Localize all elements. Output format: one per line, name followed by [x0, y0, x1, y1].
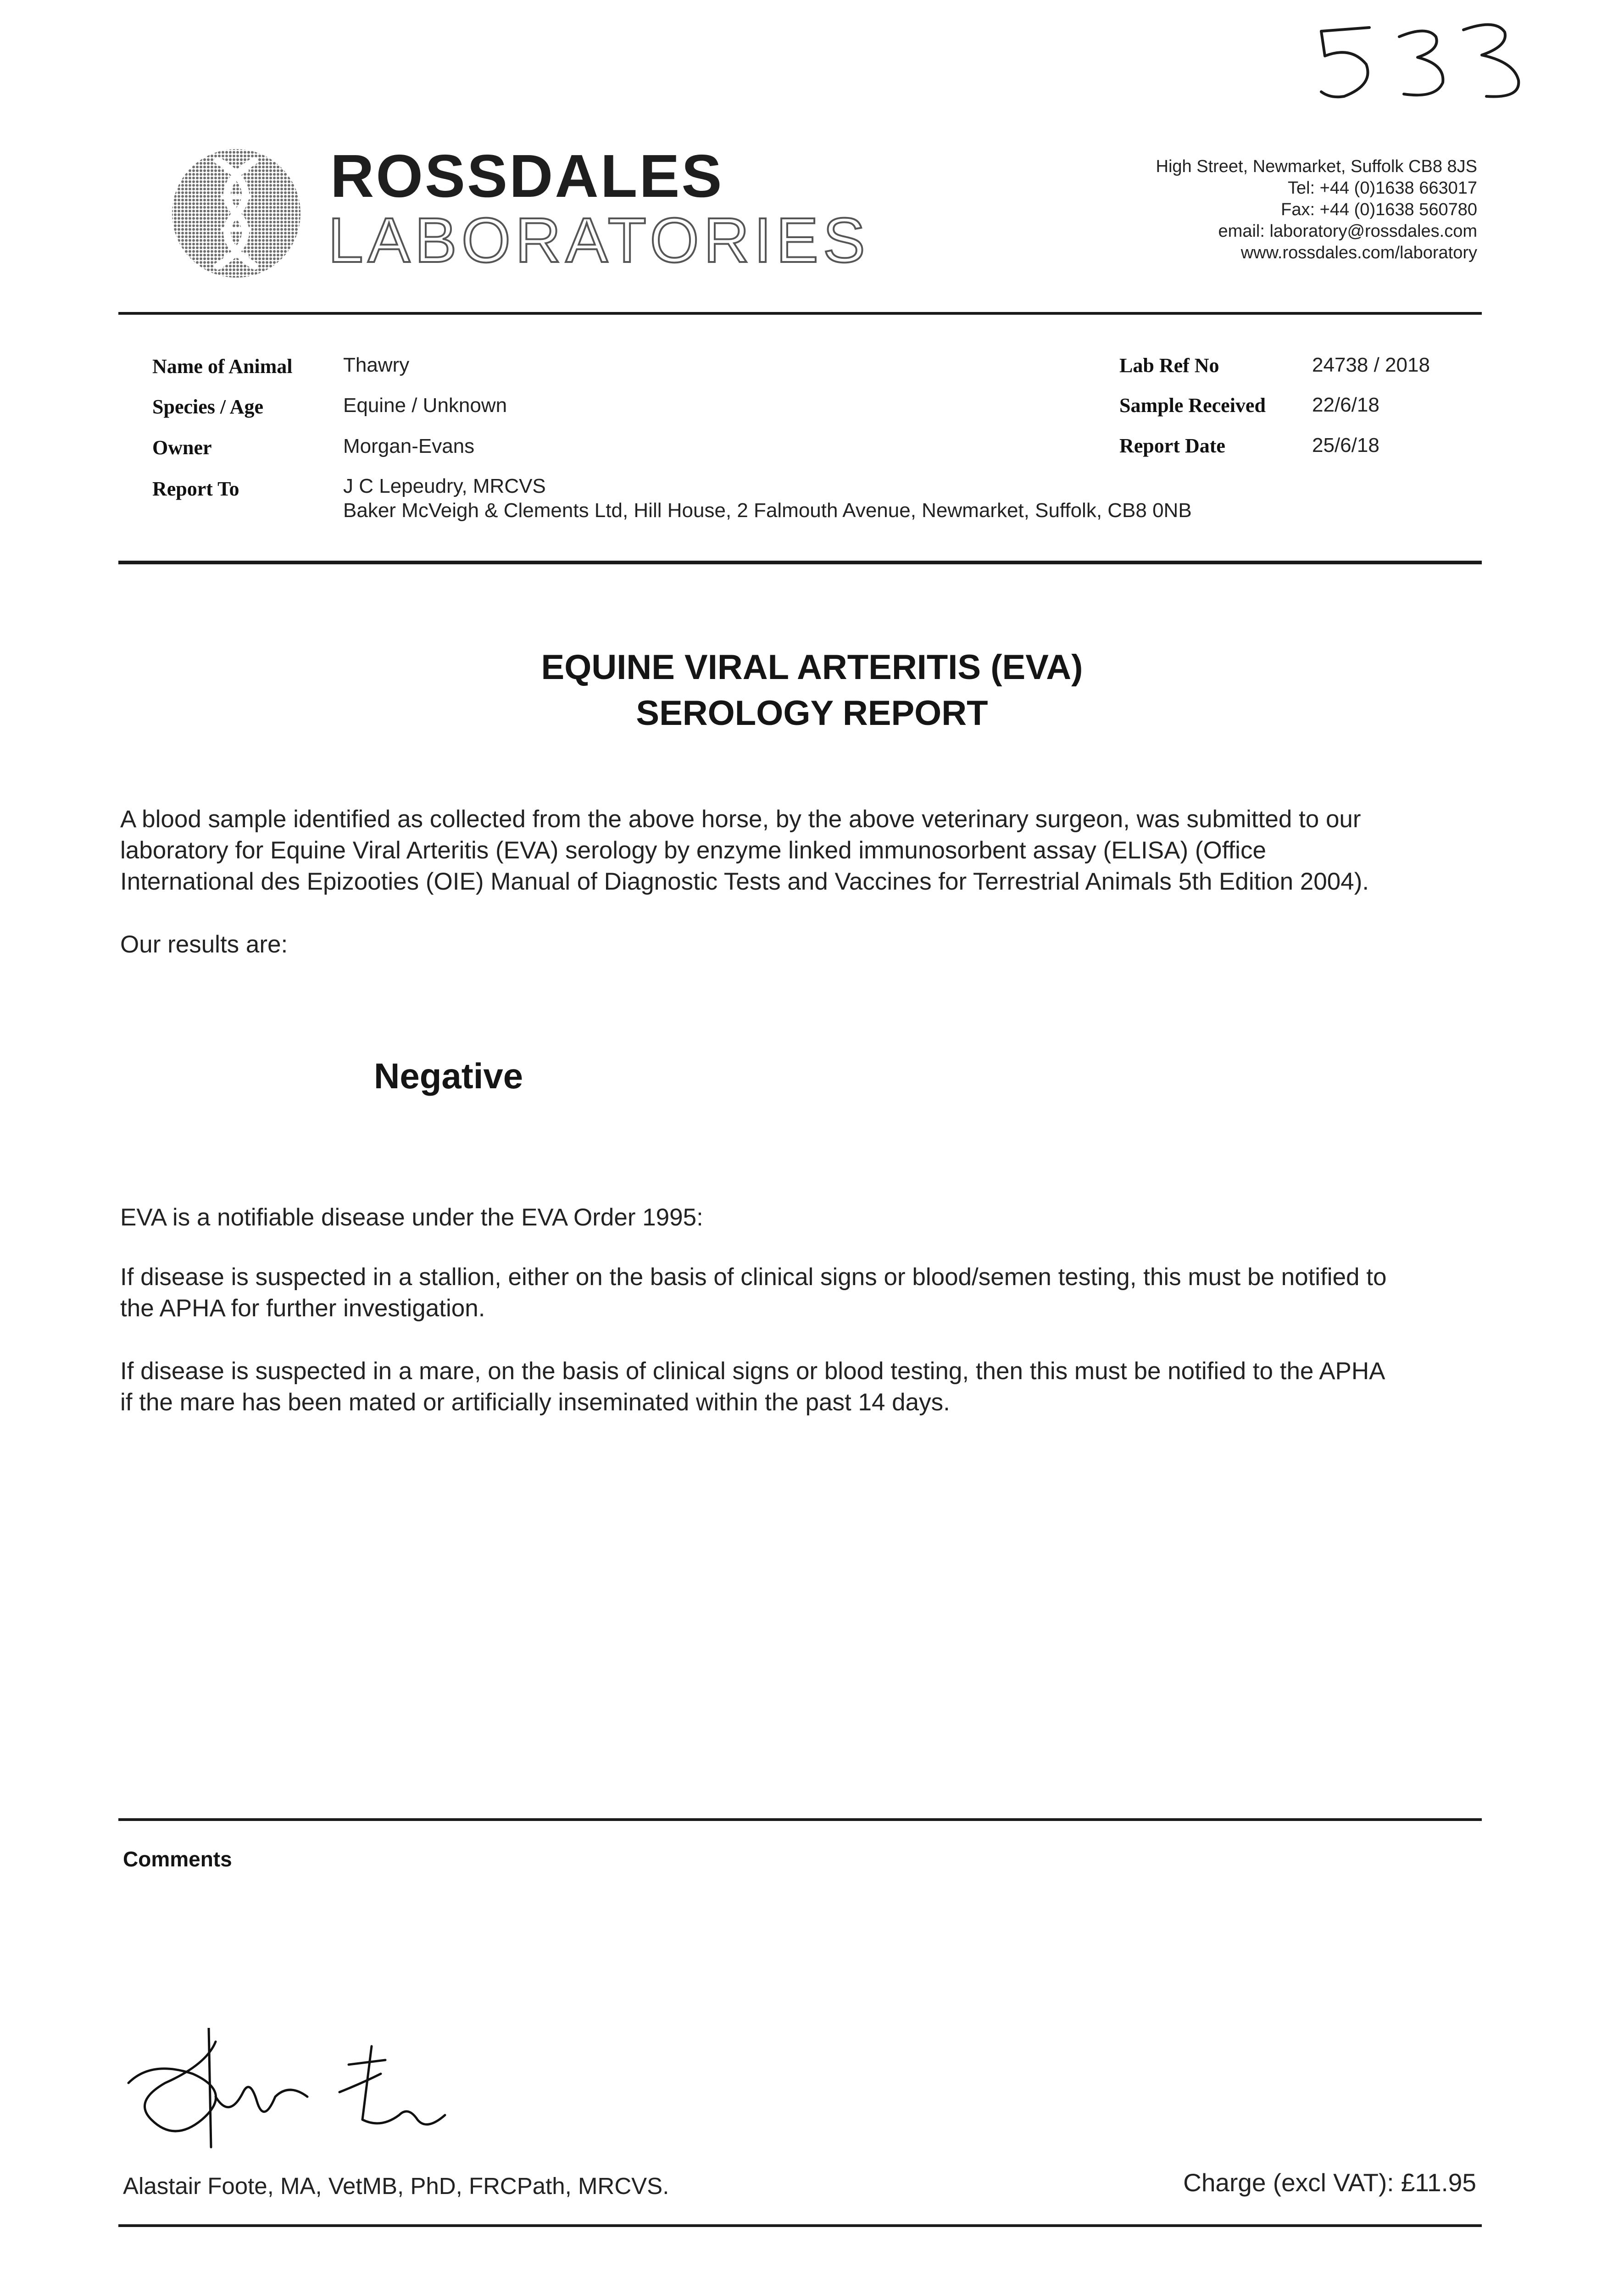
- intro-line: International des Epizooties (OIE) Manual of Diagnostic Tests and Vaccines for Terrestrial Animals 5th Edition 2004).: [120, 868, 1369, 895]
- signature: [124, 2028, 477, 2152]
- intro-paragraph: [120, 804, 1487, 897]
- results-intro: Our results are:: [120, 931, 288, 958]
- owner-value: Morgan-Evans: [343, 435, 475, 457]
- mare-paragraph: [120, 1356, 1487, 1418]
- mare-line: if the mare has been mated or artificially inseminated within the past 14 days.: [120, 1389, 950, 1416]
- report-title-line2: SEROLOGY REPORT: [636, 694, 988, 733]
- animal-value: Thawry: [343, 354, 410, 376]
- charge-amount: Charge (excl VAT): £11.95: [1183, 2168, 1476, 2197]
- address-email: email: laboratory@rossdales.com: [1218, 222, 1477, 241]
- lab-name: ROSSDALES: [330, 142, 724, 210]
- comments-divider: [118, 1818, 1482, 1821]
- sample-received-value: 22/6/18: [1312, 394, 1379, 416]
- report-to-address: Baker McVeigh & Clements Ltd, Hill House, 2 Falmouth Avenue, Newmarket, Suffolk, CB8 0NB: [343, 499, 1192, 522]
- animal-label: Name of Animal: [152, 355, 293, 378]
- test-result: Negative: [374, 1056, 523, 1096]
- stallion-line: If disease is suspected in a stallion, either on the basis of clinical signs or blood/semen testing, this must be notified to: [120, 1264, 1387, 1291]
- rossdales-logo-icon: [170, 147, 303, 280]
- footer-divider: [118, 2224, 1482, 2227]
- address-fax: Fax: +44 (0)1638 560780: [1281, 200, 1477, 219]
- report-to-vet: J C Lepeudry, MRCVS: [343, 475, 546, 497]
- lab-ref-label: Lab Ref No: [1119, 354, 1219, 377]
- handwritten-page-number: [1312, 14, 1532, 106]
- mare-line: If disease is suspected in a mare, on the basis of clinical signs or blood testing, then this must be notified to the APHA: [120, 1358, 1385, 1385]
- address-street: High Street, Newmarket, Suffolk CB8 8JS: [1156, 157, 1477, 176]
- address-website: www.rossdales.com/laboratory: [1240, 243, 1477, 262]
- report-title: [0, 645, 1624, 736]
- owner-label: Owner: [152, 436, 212, 459]
- header-divider: [118, 312, 1482, 315]
- notifiable-statement: EVA is a notifiable disease under the EVA Order 1995:: [120, 1204, 703, 1231]
- lab-name-subtitle: LABORATORIES: [328, 205, 870, 276]
- report-date-value: 25/6/18: [1312, 434, 1379, 457]
- stallion-paragraph: [120, 1262, 1487, 1324]
- details-divider: [118, 561, 1482, 564]
- report-title-line1: EQUINE VIRAL ARTERITIS (EVA): [541, 648, 1083, 687]
- lab-ref-value: 24738 / 2018: [1312, 354, 1430, 376]
- species-label: Species / Age: [152, 395, 263, 418]
- report-date-label: Report Date: [1119, 434, 1225, 457]
- report-to-label: Report To: [152, 478, 239, 500]
- signatory-name: Alastair Foote, MA, VetMB, PhD, FRCPath, MRCVS.: [123, 2173, 669, 2199]
- species-value: Equine / Unknown: [343, 394, 507, 417]
- comments-label: Comments: [123, 1847, 232, 1871]
- address-tel: Tel: +44 (0)1638 663017: [1287, 178, 1477, 198]
- stallion-line: the APHA for further investigation.: [120, 1295, 485, 1322]
- lab-address: [973, 156, 1477, 264]
- intro-line: laboratory for Equine Viral Arteritis (EVA) serology by enzyme linked immunosorbent assay (ELISA) (Office: [120, 837, 1266, 864]
- intro-line: A blood sample identified as collected from the above horse, by the above veterinary surgeon, was submitted to our: [120, 806, 1361, 833]
- sample-received-label: Sample Received: [1119, 394, 1266, 417]
